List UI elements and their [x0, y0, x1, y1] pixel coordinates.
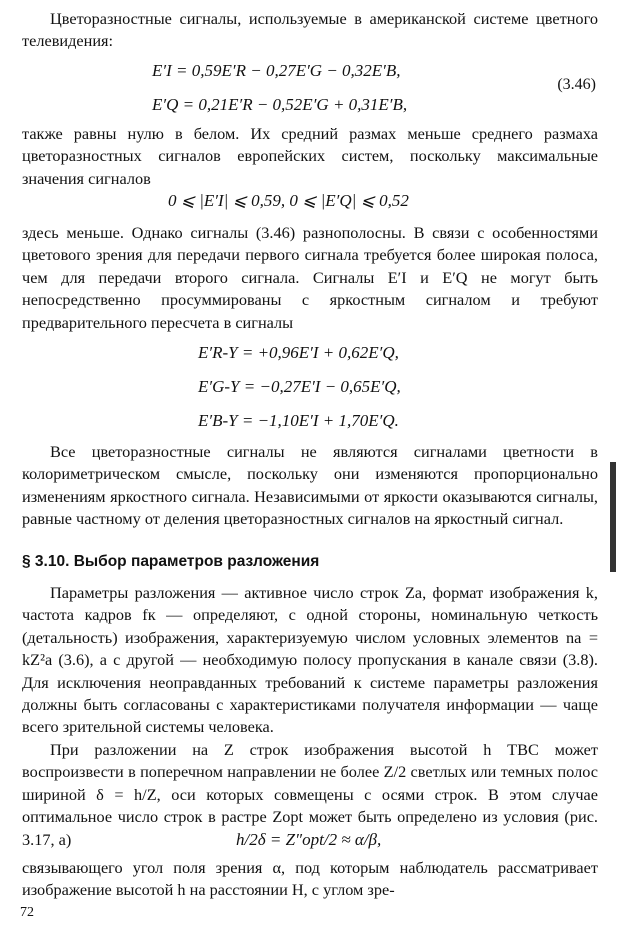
section-heading: § 3.10. Выбор параметров разложения [22, 553, 320, 570]
paragraph-lines: При разложении на Z строк изображения высотой h ТВС может воспроизвести в поперечном направлении не более Z/2 светлых или темных полос шириной δ = h/Z, оси которых совмещены с осями строк. В этом случае оптимальное число строк в растре Zopt может быть определено из условия (рис. 3.17, а) [22, 740, 598, 849]
equation-ei: E′I = 0,59E′R − 0,27E′G − 0,32E′B, [152, 61, 401, 80]
scan-edge-mark [610, 462, 616, 572]
equation-zopt: h/2δ = Z″opt/2 ≈ α/β, [236, 830, 382, 849]
paragraph-bands: здесь меньше. Однако сигналы (3.46) разнополосны. В связи с особенностями цветового зрения для передачи первого сигнала требуется более широкая полоса, чем для передачи второго сигнала. Сигналы E′I и E′Q не могут быть непосредственно просуммированы с яркостным сигналом и требуют предварительного пересчета в сигналы [22, 223, 598, 332]
equation-r-y: E′R-Y = +0,96E′I + 0,62E′Q, [198, 343, 399, 362]
page-number: 72 [20, 905, 34, 920]
equation-b-y: E′B-Y = −1,10E′I + 1,70E′Q. [198, 411, 399, 430]
paragraph-range: также равны нулю в белом. Их средний размах меньше среднего размаха цветоразностных сигналов европейских систем, поскольку максимальные значения сигналов [22, 124, 598, 188]
paragraph-parameters: Параметры разложения — активное число строк Zа, формат изображения k, частота кадров fк — определяют, с одной стороны, номинальную четкость (детальность) изображения, характеризуемую числом условных элементов nа = kZ²а (3.6), а с другой — необходимую полосу пропускания в канале связи (3.8). Для исключения неоправданных требований к системе параметры разложения должны быть согласованы с характеристиками получателя информации — чаще всего зрительной системы человека. [22, 583, 598, 737]
equation-number: (3.46) [557, 76, 596, 93]
paragraph-intro: Цветоразностные сигналы, используемые в американской системе цветного телевидения: [22, 9, 598, 51]
paragraph-chroma: Все цветоразностные сигналы не являются сигналами цветности в колориметрическом смысле, поскольку они изменяются пропорционально изменениям яркостного сигнала. Независимыми от яркости оказываются сигналы, равные частному от деления цветоразностных сигналов на яркостный сигнал. [22, 442, 598, 529]
paragraph-angle: связывающего угол поля зрения α, под которым наблюдатель рассматривает изображение высотой h на расстоянии H, с углом зре- [22, 858, 598, 900]
equation-eq: E′Q = 0,21E′R − 0,52E′G + 0,31E′B, [152, 95, 408, 114]
equation-g-y: E′G-Y = −0,27E′I − 0,65E′Q, [198, 377, 401, 396]
equation-range: 0 ⩽ |E′I| ⩽ 0,59, 0 ⩽ |E′Q| ⩽ 0,52 [168, 191, 409, 210]
